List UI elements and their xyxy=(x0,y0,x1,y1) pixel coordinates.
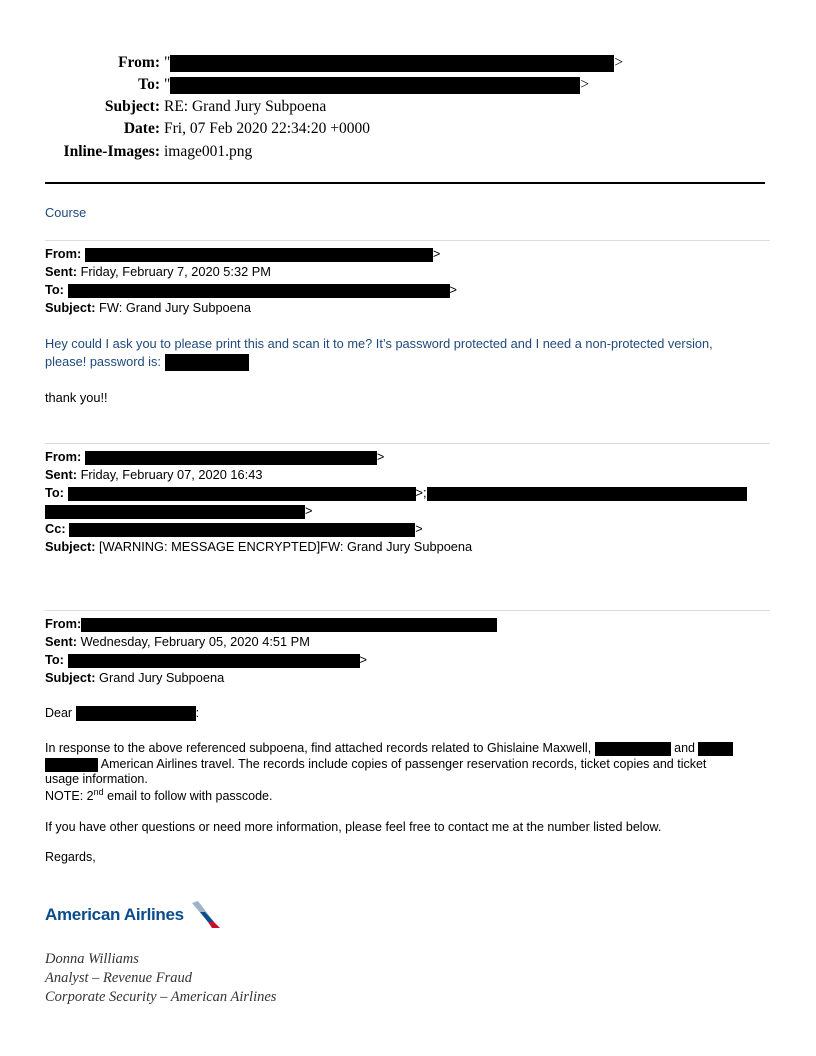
redaction xyxy=(68,487,416,501)
msg2-cc-line xyxy=(45,521,423,537)
msg3-p1-line1 xyxy=(45,741,733,756)
redaction xyxy=(85,248,433,262)
redaction xyxy=(170,77,580,94)
msg2-to-separator: >; xyxy=(415,485,427,500)
msg2-from-suffix: > xyxy=(376,449,385,464)
header-to-value xyxy=(164,76,589,94)
msg3-sent-label: Sent: xyxy=(45,634,77,649)
header-from-label: From: xyxy=(118,54,160,71)
logo-text: American Airlines xyxy=(45,905,184,924)
msg2-subject-value: [WARNING: MESSAGE ENCRYPTED]FW: Grand Jury Subpoena xyxy=(99,539,473,554)
msg2-subject-label: Subject: xyxy=(45,539,96,554)
msg3-dear: Dear xyxy=(45,706,76,720)
msg3-from-label: From: xyxy=(45,616,82,631)
signature-dept: Corporate Security – American Airlines xyxy=(45,989,277,1005)
msg3-note-rest: email to follow with passcode. xyxy=(103,789,273,803)
msg1-from-line xyxy=(45,246,440,262)
msg1-thanks: thank you!! xyxy=(45,390,108,405)
msg3-to-label: To: xyxy=(45,652,64,667)
msg2-to-label: To: xyxy=(45,485,64,500)
american-airlines-logo xyxy=(45,900,224,930)
header-from-prefix: " xyxy=(164,54,171,71)
header-subject-value: RE: Grand Jury Subpoena xyxy=(164,98,327,115)
redaction xyxy=(45,505,305,519)
redaction xyxy=(170,55,614,72)
msg2-subject-line xyxy=(45,539,472,554)
msg3-note xyxy=(45,786,273,803)
msg3-p2: If you have other questions or need more information, please feel free to contact me at the number listed below. xyxy=(45,820,662,834)
msg3-note-sup: nd xyxy=(93,786,104,797)
msg1-from-suffix: > xyxy=(432,246,441,261)
msg1-to-suffix: > xyxy=(449,282,457,297)
signature-title: Analyst – Revenue Fraud xyxy=(45,970,192,986)
msg1-sent-value: Friday, February 7, 2020 5:32 PM xyxy=(80,264,271,279)
redaction xyxy=(698,742,733,756)
msg1-to-line xyxy=(45,282,457,298)
msg2-cc-label: Cc: xyxy=(45,521,66,536)
redaction xyxy=(81,618,497,632)
redaction xyxy=(45,758,98,772)
header-date-value: Fri, 07 Feb 2020 22:34:20 +0000 xyxy=(164,120,370,137)
signature-name: Donna Williams xyxy=(45,951,139,967)
msg1-sent-line xyxy=(45,264,271,279)
msg3-note-prefix: NOTE: 2 xyxy=(45,789,94,803)
msg3-subject-line xyxy=(45,670,224,685)
msg2-cc-suffix: > xyxy=(415,521,423,536)
msg3-to-suffix: > xyxy=(359,652,367,667)
msg2-sent-value: Friday, February 07, 2020 16:43 xyxy=(80,467,263,482)
reply-body: Course xyxy=(45,205,87,220)
header-subject-label: Subject: xyxy=(104,98,160,115)
msg1-body-line1: Hey could I ask you to please print this and scan it to me? It’s password protected and I need a non-protected version, xyxy=(45,336,713,351)
header-from-value xyxy=(164,54,623,72)
header-divider xyxy=(45,182,765,184)
message-divider xyxy=(45,610,770,611)
header-date-label: Date: xyxy=(123,120,160,137)
msg2-to-suffix: > xyxy=(305,503,313,518)
msg3-p1-and: and xyxy=(670,741,699,755)
msg3-p1-text-2: American Airlines travel. The records include copies of passenger reservation records, ticket copies and ticket xyxy=(98,757,707,771)
msg3-greeting xyxy=(45,706,199,721)
msg3-subject-value: Grand Jury Subpoena xyxy=(99,670,225,685)
msg3-p1-line3: usage information. xyxy=(45,772,148,786)
header-to-suffix: > xyxy=(580,76,590,93)
msg1-to-label: To: xyxy=(45,282,64,297)
msg2-to-line-2 xyxy=(45,503,312,519)
message-divider xyxy=(45,240,770,241)
msg2-to-line xyxy=(45,485,747,501)
msg1-from-label: From: xyxy=(45,246,82,261)
msg2-sent-label: Sent: xyxy=(45,467,77,482)
redaction xyxy=(68,654,360,668)
redaction xyxy=(68,284,450,298)
msg1-subject-label: Subject: xyxy=(45,300,96,315)
msg1-subject-value: FW: Grand Jury Subpoena xyxy=(99,300,252,315)
msg3-p1-text: In response to the above referenced subpoena, find attached records related to Ghislaine Maxwell, xyxy=(45,741,595,755)
msg3-sent-value: Wednesday, February 05, 2020 4:51 PM xyxy=(80,634,310,649)
redaction xyxy=(69,523,415,537)
msg2-from-line xyxy=(45,449,384,465)
msg3-regards: Regards, xyxy=(45,850,96,864)
msg3-sent-line xyxy=(45,634,310,649)
redaction xyxy=(165,354,249,371)
msg3-to-line xyxy=(45,652,367,668)
msg3-dear-colon: : xyxy=(195,706,200,720)
header-to-prefix: " xyxy=(164,76,171,93)
msg1-subject-line xyxy=(45,300,251,315)
flight-symbol-icon xyxy=(190,900,224,930)
header-from-suffix: > xyxy=(614,54,624,71)
header-to-label: To: xyxy=(138,76,160,93)
redaction xyxy=(85,451,377,465)
msg3-subject-label: Subject: xyxy=(45,670,96,685)
header-images-label: Inline-Images: xyxy=(63,143,160,160)
msg1-password-label: please! password is: xyxy=(45,354,165,369)
redaction xyxy=(76,706,196,721)
message-divider xyxy=(45,443,770,444)
msg2-sent-line xyxy=(45,467,262,482)
msg1-sent-label: Sent: xyxy=(45,264,77,279)
header-images-value[interactable]: image001.png xyxy=(164,143,253,160)
msg3-from-line xyxy=(45,616,497,632)
msg2-from-label: From: xyxy=(45,449,82,464)
msg1-body-line2 xyxy=(45,354,249,371)
msg3-p1-line2 xyxy=(45,757,706,772)
redaction xyxy=(595,742,671,756)
redaction xyxy=(427,487,747,501)
